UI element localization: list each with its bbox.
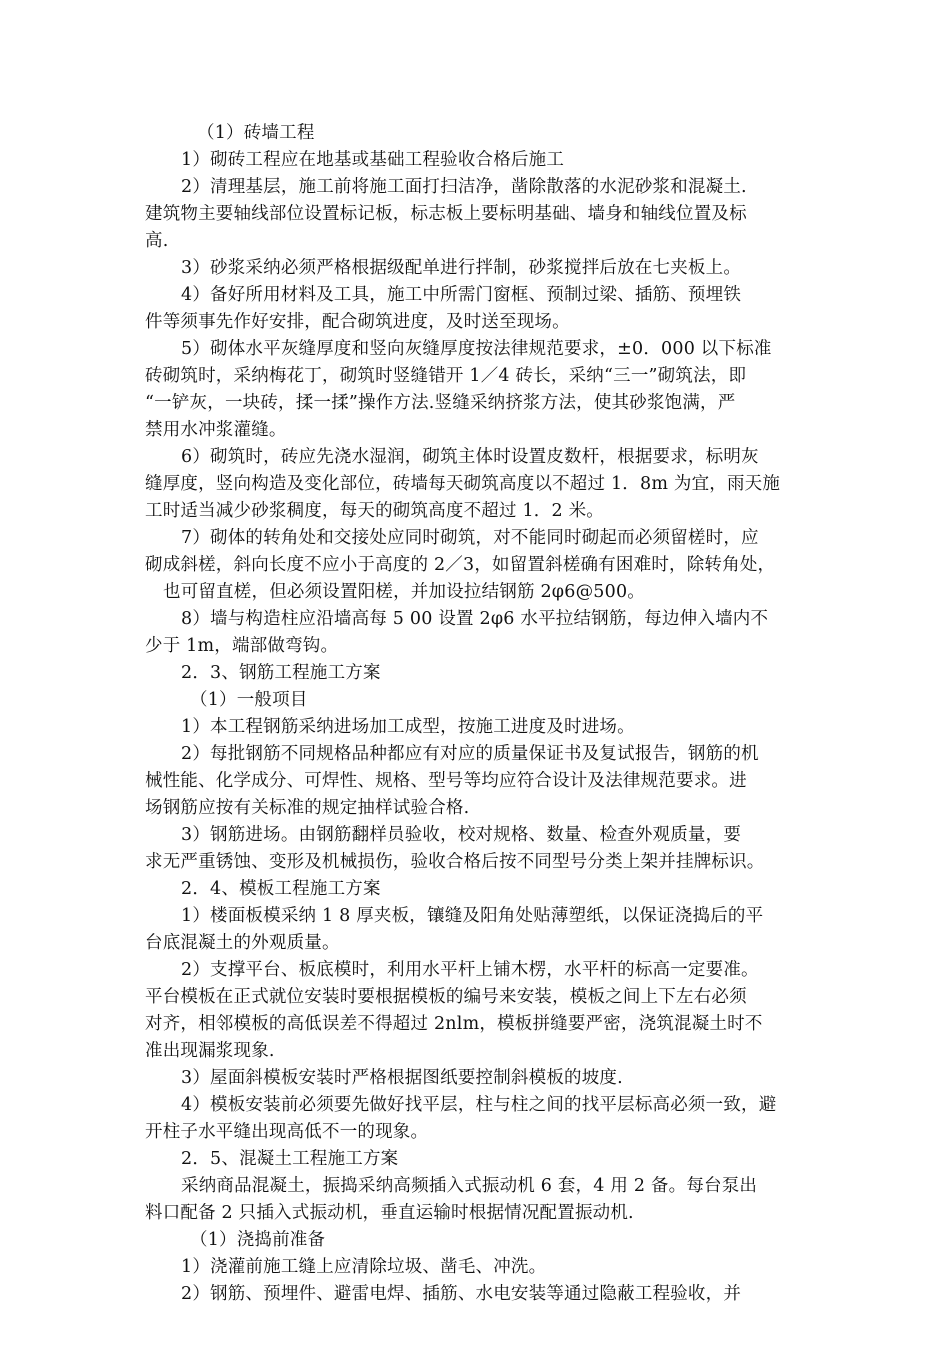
paragraph-line: 求无严重锈蚀、变形及机械损伤，验收合格后按不同型号分类上架并挂牌标识。: [145, 852, 765, 872]
paragraph-line: 8）墙与构造柱应沿墙高每 5 00 设置 2φ6 水平拉结钢筋，每边伸入墙内不: [181, 609, 769, 629]
paragraph-line: 少于 1m，端部做弯钩。: [145, 636, 339, 656]
paragraph-line: 1）砌砖工程应在地基或基础工程验收合格后施工: [181, 150, 565, 170]
paragraph-line: 3）砂浆采纳必须严格根据级配单进行拌制，砂浆搅拌后放在七夹板上。: [181, 258, 742, 278]
paragraph-line: 采纳商品混凝土，振捣采纳高频插入式振动机 6 套，4 用 2 备。每台泵出: [181, 1176, 758, 1196]
paragraph-line: 开柱子水平缝出现高低不一的现象。: [145, 1122, 429, 1142]
paragraph-line: 1）浇灌前施工缝上应清除垃圾、凿毛、冲洗。: [181, 1257, 547, 1277]
subheading-general-items: （1）一般项目: [190, 690, 308, 710]
paragraph-line: 也可留直槎，但必须设置阳槎，并加设拉结钢筋 2φ6@500。: [163, 582, 645, 602]
paragraph-line: 台底混凝土的外观质量。: [145, 933, 340, 953]
subheading-brick-wall: （1）砖墙工程: [197, 123, 315, 143]
paragraph-line: 4）模板安装前必须要先做好找平层，柱与柱之间的找平层标高必须一致，避: [181, 1095, 777, 1115]
section-heading-concrete: 2．5、混凝土工程施工方案: [181, 1149, 399, 1169]
section-heading-formwork: 2．4、模板工程施工方案: [181, 879, 381, 899]
paragraph-line: 械性能、化学成分、可焊性、规格、型号等均应符合设计及法律规范要求。进: [145, 771, 747, 791]
paragraph-line: 对齐，相邻模板的高低误差不得超过 2nlm，模板拼缝要严密，浇筑混凝土时不: [145, 1014, 763, 1034]
paragraph-line: 砌成斜槎，斜向长度不应小于高度的 2／3，如留置斜槎确有困难时，除转角处，: [145, 555, 776, 575]
paragraph-line: 准出现漏浆现象.: [145, 1041, 275, 1061]
paragraph-line: 4）备好所用材料及工具，施工中所需门窗框、预制过梁、插筋、预埋铁: [181, 285, 742, 305]
paragraph-line: 1）楼面板模采纳 1 8 厚夹板，镶缝及阳角处贴薄塑纸，以保证浇捣后的平: [181, 906, 764, 926]
paragraph-line: 2）钢筋、预埋件、避雷电焊、插筋、水电安装等通过隐蔽工程验收，并: [181, 1284, 742, 1304]
paragraph-line: 砖砌筑时，采纳梅花丁，砌筑时竖缝错开 1／4 砖长，采纳“三一”砌筑法，即: [145, 366, 747, 386]
paragraph-line: 建筑物主要轴线部位设置标记板，标志板上要标明基础、墙身和轴线位置及标: [145, 204, 747, 224]
paragraph-line: 1）本工程钢筋采纳进场加工成型，按施工进度及时进场。: [181, 717, 635, 737]
paragraph-line: 3）屋面斜模板安装时严格根据图纸要控制斜模板的坡度.: [181, 1068, 623, 1088]
paragraph-line: 高.: [145, 231, 169, 251]
paragraph-line: 2）支撑平台、板底模时，利用水平杆上铺木楞，水平杆的标高一定要准。: [181, 960, 759, 980]
paragraph-line: “一铲灰，一块砖，揉一揉”操作方法.竖缝采纳挤浆方法，使其砂浆饱满，严: [145, 393, 736, 413]
paragraph-line: 料口配备 2 只插入式振动机，垂直运输时根据情况配置振动机.: [145, 1203, 634, 1223]
paragraph-line: 工时适当减少砂浆稠度，每天的砌筑高度不超过 1．2 米。: [145, 501, 604, 521]
paragraph-line: 平台模板在正式就位安装时要根据模板的编号来安装，模板之间上下左右必须: [145, 987, 747, 1007]
paragraph-line: 3）钢筋进场。由钢筋翻样员验收，校对规格、数量、检查外观质量，要: [181, 825, 742, 845]
paragraph-line: 2）清理基层，施工前将施工面打扫洁净，凿除散落的水泥砂浆和混凝土.: [181, 177, 747, 197]
paragraph-line: 2）每批钢筋不同规格品种都应有对应的质量保证书及复试报告，钢筋的机: [181, 744, 759, 764]
paragraph-line: 7）砌体的转角处和交接处应同时砌筑，对不能同时砌起而必须留槎时，应: [181, 528, 759, 548]
paragraph-line: 件等须事先作好安排，配合砌筑进度，及时送至现场。: [145, 312, 570, 332]
paragraph-line: 禁用水冲浆灌缝。: [145, 420, 287, 440]
paragraph-line: 场钢筋应按有关标准的规定抽样试验合格.: [145, 798, 470, 818]
paragraph-line: 5）砌体水平灰缝厚度和竖向灰缝厚度按法律规范要求，±0．000 以下标准: [181, 339, 772, 359]
paragraph-line: 缝厚度，竖向构造及变化部位，砖墙每天砌筑高度以不超过 1．8m 为宜，雨天施: [145, 474, 781, 494]
subheading-pour-prep: （1）浇捣前准备: [190, 1230, 326, 1250]
paragraph-line: 6）砌筑时，砖应先浇水湿润，砌筑主体时设置皮数杆，根据要求，标明灰: [181, 447, 759, 467]
section-heading-rebar: 2．3、钢筋工程施工方案: [181, 663, 381, 683]
